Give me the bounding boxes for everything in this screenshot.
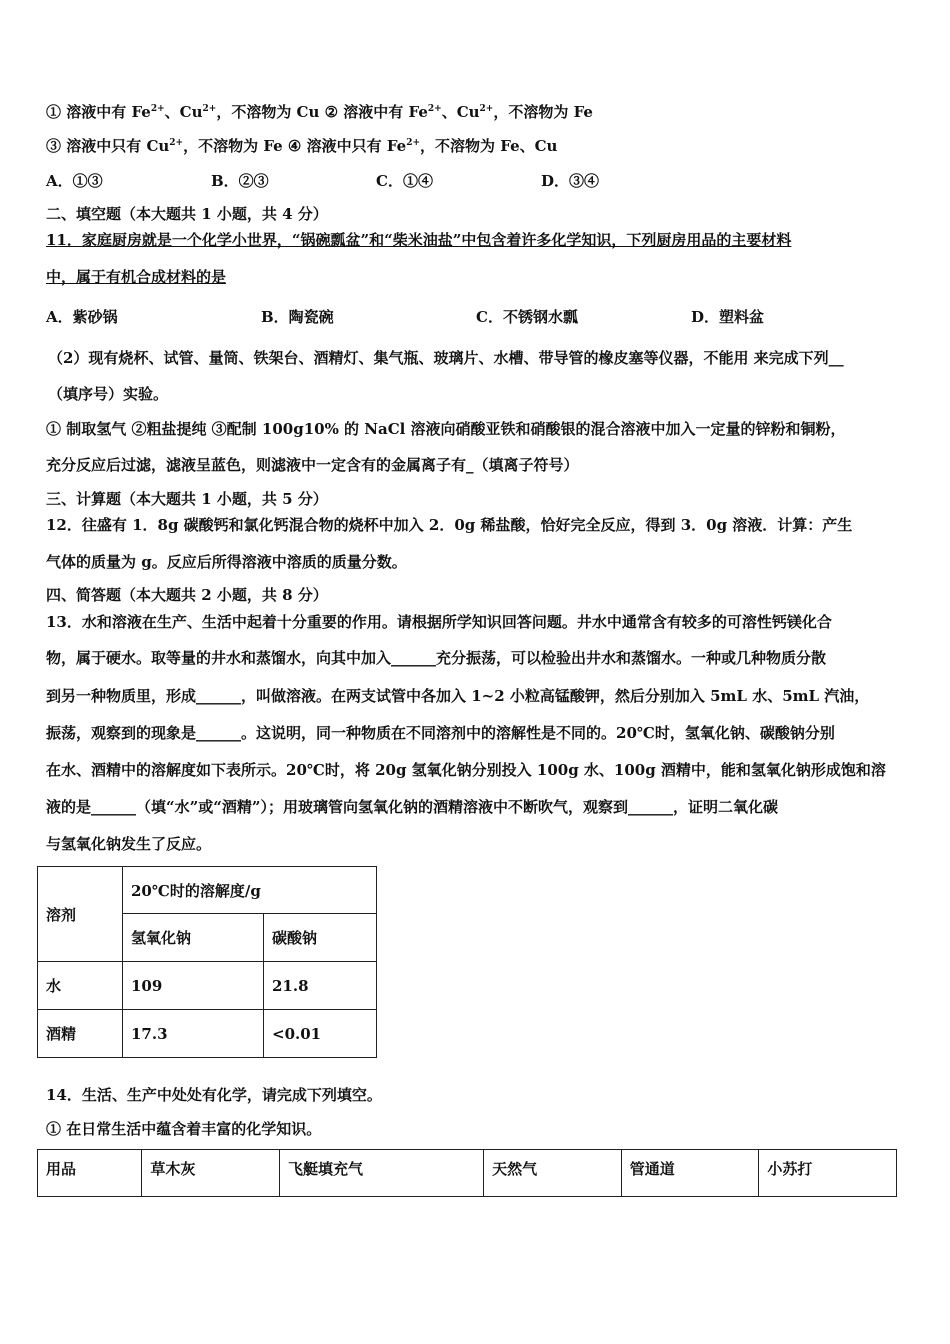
usage-table-header: 用品: [38, 1150, 142, 1197]
q11-choice-a: A．紫砂锅: [46, 308, 118, 326]
q10-choice-a: A．①③: [46, 172, 103, 190]
q11-stem-line-2: 中，属于有机合成材料的是: [46, 268, 227, 286]
table-cell-naoh: 109: [123, 962, 264, 1010]
q11-choice-d: D．塑料盆: [691, 308, 765, 326]
q13-line-5: 在水、酒精中的溶解度如下表所示。20℃时，将 20g 氢氧化钠分别投入 100g 水、100g 酒精中，能和氢氧化钠形成饱和溶: [46, 761, 886, 779]
q10-choice-c: C．①④: [376, 172, 433, 190]
q13-line-6: 液的是______（填“水”或“酒精”）；用玻璃管向氢氧化钠的酒精溶液中不断吹气，观察到______，证明二氧化碳: [46, 798, 779, 816]
usage-table-header: 天然气: [484, 1150, 622, 1197]
q11-part2-line-4: 充分反应后过滤，滤液呈蓝色，则滤液中一定含有的金属离子有_（填离子符号）: [46, 456, 579, 474]
q13-line-2: 物，属于硬水。取等量的井水和蒸馏水，向其中加入______充分振荡，可以检验出井水和蒸馏水。一种或几种物质分散: [46, 649, 827, 667]
q11-part2-line-2: （填序号）实验。: [48, 385, 169, 403]
section-heading-calculation: 三、计算题（本大题共 1 小题，共 5 分）: [46, 490, 328, 508]
q13-line-7: 与氢氧化钠发生了反应。: [46, 835, 212, 853]
table-cell-na2co3: 21.8: [264, 962, 377, 1010]
q10-choice-d: D．③④: [541, 172, 600, 190]
q10-option-line-1: ① 溶液中有 $Fe^{2+}$、$Cu^{2+}$，不溶物为 Cu ② 溶液中有 $Fe^{2+}$、$Cu^{2+}$，不溶物为 Fe: [46, 103, 593, 121]
table-header-naoh: 氢氧化钠: [123, 914, 264, 962]
solubility-table: [37, 866, 377, 1058]
q12-line-1: 12．往盛有 1．8g 碳酸钙和氯化钙混合物的烧杯中加入 2．0g 稀盐酸，恰好完全反应，得到 3．0g 溶液．计算：产生: [46, 516, 853, 534]
q11-choice-b: B．陶瓷碗: [261, 308, 334, 326]
table-row: [38, 962, 377, 1010]
table-header-solvent: 溶剂: [38, 867, 123, 962]
q11-choice-c: C．不锈钢水瓢: [476, 308, 578, 326]
q13-line-1: 13．水和溶液在生产、生活中起着十分重要的作用。请根据所学知识回答问题。井水中通常含有较多的可溶性钙镁化合: [46, 613, 832, 631]
table-header-solubility: 20℃时的溶解度/g: [123, 867, 377, 914]
q14-line-1: 14．生活、生产中处处有化学，请完成下列填空。: [46, 1086, 382, 1104]
q11-stem-line-1: 11．家庭厨房就是一个化学小世界，“锅碗瓢盆”和“柴米油盐”中包含着许多化学知识，下列厨房用品的主要材料: [46, 231, 792, 249]
usage-table: [37, 1149, 897, 1197]
q10-option-line-2: ③ 溶液中只有 $Cu^{2+}$，不溶物为 Fe ④ 溶液中只有 $Fe^{2+}$，不溶物为 Fe、Cu: [46, 137, 558, 155]
table-header-na2co3: 碳酸钠: [264, 914, 377, 962]
usage-table-header: 管通道: [621, 1150, 759, 1197]
table-cell-solvent: 酒精: [38, 1010, 123, 1058]
q11-part2-line-3: ① 制取氢气 ②粗盐提纯 ③配制 100g10% 的 NaCl 溶液向硝酸亚铁和硝酸银的混合溶液中加入一定量的锌粉和铜粉，: [46, 420, 846, 438]
table-cell-solvent: 水: [38, 962, 123, 1010]
q14-line-2: ① 在日常生活中蕴含着丰富的化学知识。: [46, 1120, 322, 1138]
usage-table-header: 飞艇填充气: [279, 1150, 483, 1197]
usage-table-header: 小苏打: [759, 1150, 897, 1197]
section-heading-fill-in: 二、填空题（本大题共 1 小题，共 4 分）: [46, 205, 328, 223]
q10-choice-b: B．②③: [211, 172, 269, 190]
usage-table-header: 草木灰: [142, 1150, 280, 1197]
section-heading-short-answer: 四、简答题（本大题共 2 小题，共 8 分）: [46, 586, 328, 604]
q12-line-2: 气体的质量为 g。反应后所得溶液中溶质的质量分数。: [46, 553, 407, 571]
q13-line-3: 到另一种物质里，形成______，叫做溶液。在两支试管中各加入 1~2 小粒高锰酸钾，然后分别加入 5mL 水、5mL 汽油，: [46, 687, 870, 705]
table-cell-na2co3: <0.01: [264, 1010, 377, 1058]
q13-line-4: 振荡，观察到的现象是______。这说明，同一种物质在不同溶剂中的溶解性是不同的。20℃时，氢氧化钠、碳酸钠分别: [46, 724, 835, 742]
q11-part2-line-1: （2）现有烧杯、试管、量筒、铁架台、酒精灯、集气瓶、玻璃片、水槽、带导管的橡皮塞等仪器，不能用 来完成下列__: [48, 349, 844, 367]
table-cell-naoh: 17.3: [123, 1010, 264, 1058]
table-row: [38, 1010, 377, 1058]
